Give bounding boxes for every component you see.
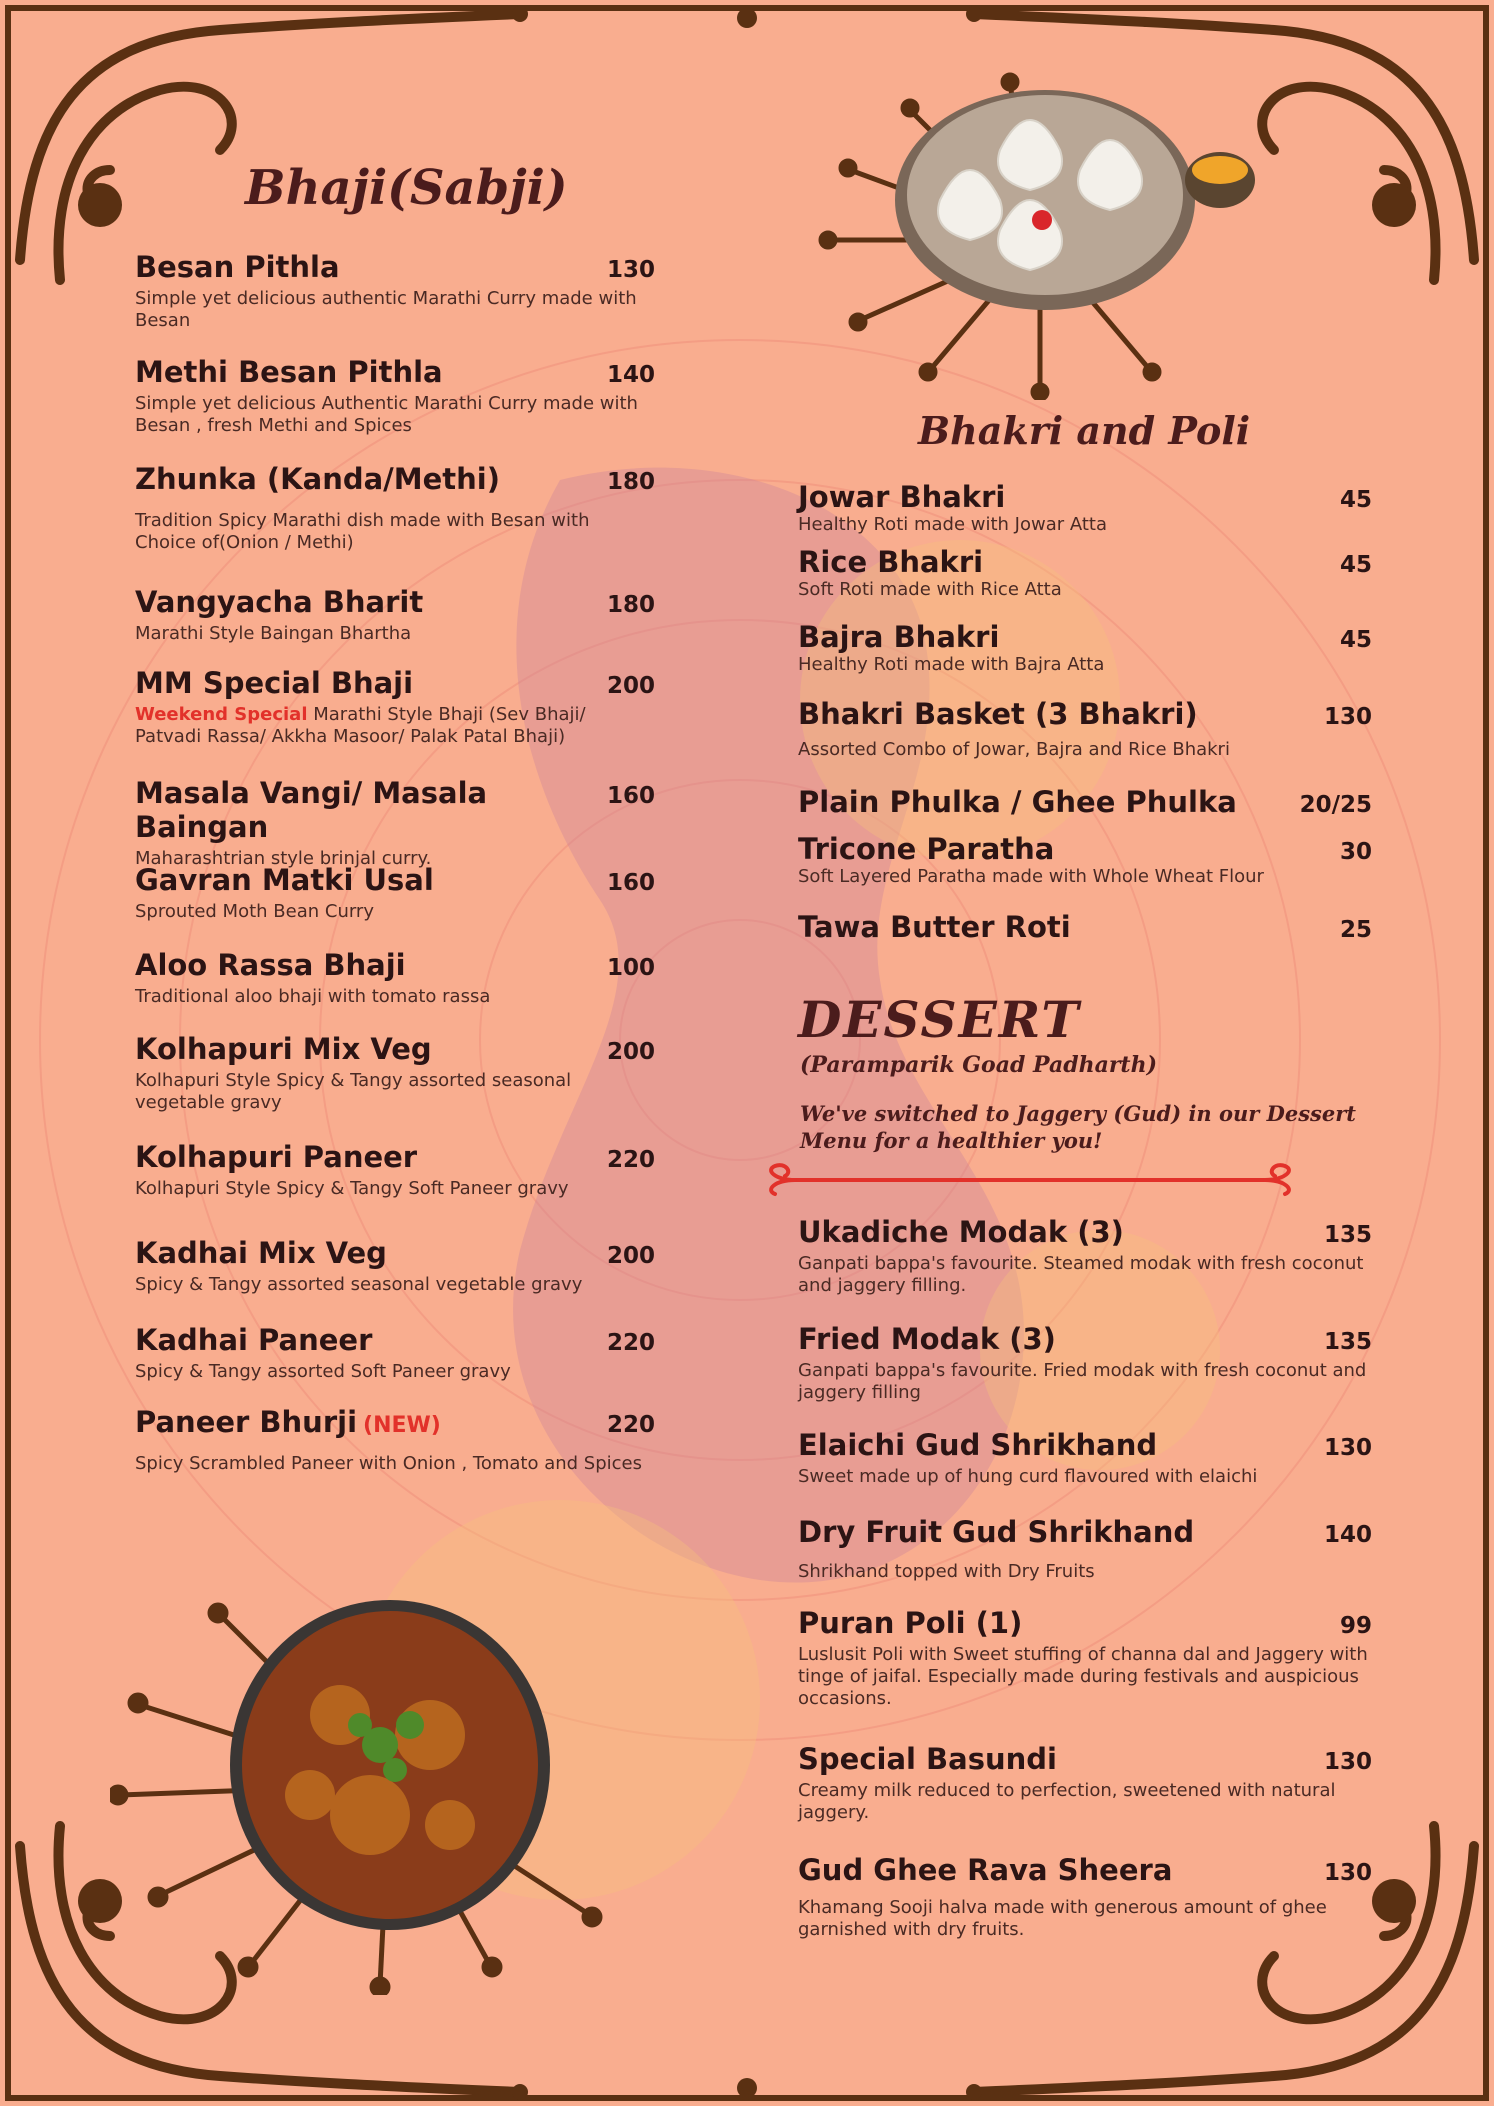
item-name: Jowar Bhakri — [798, 480, 1006, 514]
item-description: Ganpati bappa's favourite. Steamed modak with fresh coconut and jaggery filling. — [798, 1253, 1364, 1296]
item-price: 130 — [1323, 1749, 1372, 1775]
bhaji-items — [135, 0, 655, 2106]
item-description: Maharashtrian style brinjal curry. — [135, 848, 432, 869]
menu-item — [135, 1236, 655, 1296]
item-price: 140 — [606, 362, 655, 388]
item-description: Luslusit Poli with Sweet stuffing of channa dal and Jaggery with tinge of jaifal. Especially made during festivals and auspicious occasions. — [798, 1644, 1368, 1709]
item-description: Assorted Combo of Jowar, Bajra and Rice Bhakri — [798, 739, 1230, 760]
item-name: Bhakri Basket (3 Bhakri) — [798, 697, 1198, 731]
item-price: 200 — [606, 1243, 655, 1269]
item-description: Sprouted Moth Bean Curry — [135, 901, 374, 922]
item-price: 130 — [1323, 1860, 1372, 1886]
menu-item — [798, 697, 1372, 761]
menu-item — [798, 1606, 1372, 1710]
item-description: Traditional aloo bhaji with tomato rassa — [135, 986, 491, 1007]
item-description: Simple yet delicious authentic Marathi Curry made with Besan — [135, 288, 637, 331]
item-description: Kolhapuri Style Spicy & Tangy assorted seasonal vegetable gravy — [135, 1070, 572, 1113]
item-description: Spicy & Tangy assorted Soft Paneer gravy — [135, 1361, 511, 1382]
item-name: Methi Besan Pithla — [135, 355, 443, 389]
item-name: Fried Modak (3) — [798, 1322, 1056, 1356]
item-name: Elaichi Gud Shrikhand — [798, 1428, 1158, 1462]
menu-item — [798, 1215, 1372, 1297]
item-price: 130 — [1323, 704, 1372, 730]
item-price: 45 — [1339, 627, 1372, 653]
item-description: Soft Roti made with Rice Atta — [798, 579, 1062, 600]
item-name: Gavran Matki Usal — [135, 863, 434, 897]
item-name: Dry Fruit Gud Shrikhand — [798, 1515, 1195, 1549]
item-price: 200 — [606, 673, 655, 699]
menu-item — [135, 776, 655, 870]
item-price: 220 — [606, 1330, 655, 1356]
item-description: Spicy & Tangy assorted seasonal vegetable gravy — [135, 1274, 583, 1295]
item-price: 25 — [1339, 917, 1372, 943]
ornamental-divider — [755, 1162, 1305, 1198]
item-description: Healthy Roti made with Jowar Atta — [798, 514, 1108, 535]
item-description: Creamy milk reduced to perfection, sweetened with natural jaggery. — [798, 1780, 1336, 1823]
menu-item — [135, 666, 655, 748]
item-price: 130 — [606, 257, 655, 283]
item-name: Zhunka (Kanda/Methi) — [135, 462, 501, 496]
item-price: 130 — [1323, 1435, 1372, 1461]
item-name: Vangyacha Bharit — [135, 585, 424, 619]
item-description: Spicy Scrambled Paneer with Onion , Tomato and Spices — [135, 1453, 642, 1474]
item-price: 135 — [1323, 1222, 1372, 1248]
item-description: Soft Layered Paratha made with Whole Wheat Flour — [798, 866, 1264, 887]
bhakri-section-title: Bhakri and Poli — [918, 408, 1251, 453]
item-name: MM Special Bhaji — [135, 666, 414, 700]
menu-item — [798, 620, 1372, 676]
item-price: 45 — [1339, 552, 1372, 578]
item-name: Tricone Paratha — [798, 832, 1055, 866]
item-description: Ganpati bappa's favourite. Fried modak with fresh coconut and jaggery filling — [798, 1360, 1367, 1403]
item-name: Rice Bhakri — [798, 545, 984, 579]
menu-item — [798, 910, 1372, 944]
item-price: 160 — [606, 783, 655, 809]
menu-item — [798, 832, 1372, 888]
item-price: 100 — [606, 955, 655, 981]
menu-item — [135, 1405, 655, 1475]
menu-item — [135, 585, 655, 645]
item-name: Kolhapuri Mix Veg — [135, 1032, 432, 1066]
item-description-text: Marathi Style Bhaji (Sev Bhaji/ Patvadi Rassa/ Akkha Masoor/ Palak Patal Bhaji) — [135, 704, 586, 747]
item-price: 200 — [606, 1039, 655, 1065]
item-name: Aloo Rassa Bhaji — [135, 948, 406, 982]
item-price: 220 — [606, 1412, 655, 1438]
item-price: 135 — [1323, 1329, 1372, 1355]
item-name: Special Basundi — [798, 1742, 1057, 1776]
menu-item — [798, 1742, 1372, 1824]
dessert-note: We've switched to Jaggery (Gud) in our Dessert Menu for a healthier you! — [800, 1101, 1357, 1153]
weekend-special-label: Weekend Special — [135, 704, 308, 725]
item-name: Bajra Bhakri — [798, 620, 1000, 654]
item-price: 20/25 — [1299, 792, 1372, 818]
item-name: Tawa Butter Roti — [798, 910, 1071, 944]
bhaji-section-title: Bhaji(Sabji) — [245, 160, 568, 216]
item-description: Tradition Spicy Marathi dish made with Besan with Choice of(Onion / Methi) — [135, 510, 590, 553]
item-description — [135, 704, 655, 748]
menu-item — [798, 1322, 1372, 1404]
menu-item — [135, 1032, 655, 1114]
dessert-section-title: DESSERT — [798, 990, 1081, 1049]
item-price: 180 — [606, 469, 655, 495]
item-name: Masala Vangi/ Masala Baingan — [135, 776, 488, 844]
item-name — [135, 1405, 441, 1439]
item-price: 99 — [1339, 1613, 1372, 1639]
menu-item — [798, 480, 1372, 536]
item-price: 160 — [606, 870, 655, 896]
dessert-subtitle: (Paramparik Goad Padharth) — [800, 1052, 1157, 1078]
item-price: 30 — [1339, 839, 1372, 865]
menu-item — [798, 785, 1372, 819]
item-description: Marathi Style Baingan Bhartha — [135, 623, 412, 644]
item-name-text: Paneer Bhurji — [135, 1405, 358, 1439]
item-description: Shrikhand topped with Dry Fruits — [798, 1561, 1095, 1582]
menu-item — [135, 948, 655, 1008]
menu-item — [135, 250, 655, 332]
menu-item — [135, 1323, 655, 1383]
item-price: 140 — [1323, 1522, 1372, 1548]
item-price: 180 — [606, 592, 655, 618]
item-price: 45 — [1339, 487, 1372, 513]
menu-item — [798, 1853, 1372, 1941]
menu-item — [798, 545, 1372, 601]
menu-item — [135, 462, 655, 554]
item-name: Ukadiche Modak (3) — [798, 1215, 1124, 1249]
item-description: Sweet made up of hung curd flavoured with elaichi — [798, 1466, 1258, 1487]
item-name: Plain Phulka / Ghee Phulka — [798, 785, 1237, 819]
item-name: Besan Pithla — [135, 250, 340, 284]
menu-item — [135, 863, 655, 923]
item-name: Kadhai Mix Veg — [135, 1236, 387, 1270]
item-name: Kadhai Paneer — [135, 1323, 373, 1357]
item-description: Simple yet delicious Authentic Marathi Curry made with Besan , fresh Methi and Spices — [135, 393, 638, 436]
item-description: Healthy Roti made with Bajra Atta — [798, 654, 1105, 675]
item-name: Kolhapuri Paneer — [135, 1140, 418, 1174]
item-description: Kolhapuri Style Spicy & Tangy Soft Paneer gravy — [135, 1178, 569, 1199]
menu-item — [798, 1428, 1372, 1488]
menu-item — [135, 355, 655, 437]
item-name: Puran Poli (1) — [798, 1606, 1023, 1640]
item-name: Gud Ghee Rava Sheera — [798, 1853, 1173, 1887]
new-badge: (NEW) — [363, 1413, 441, 1438]
item-price: 220 — [606, 1147, 655, 1173]
menu-item — [135, 1140, 655, 1200]
menu-item — [798, 1515, 1372, 1583]
item-description: Khamang Sooji halva made with generous amount of ghee garnished with dry fruits. — [798, 1897, 1327, 1940]
